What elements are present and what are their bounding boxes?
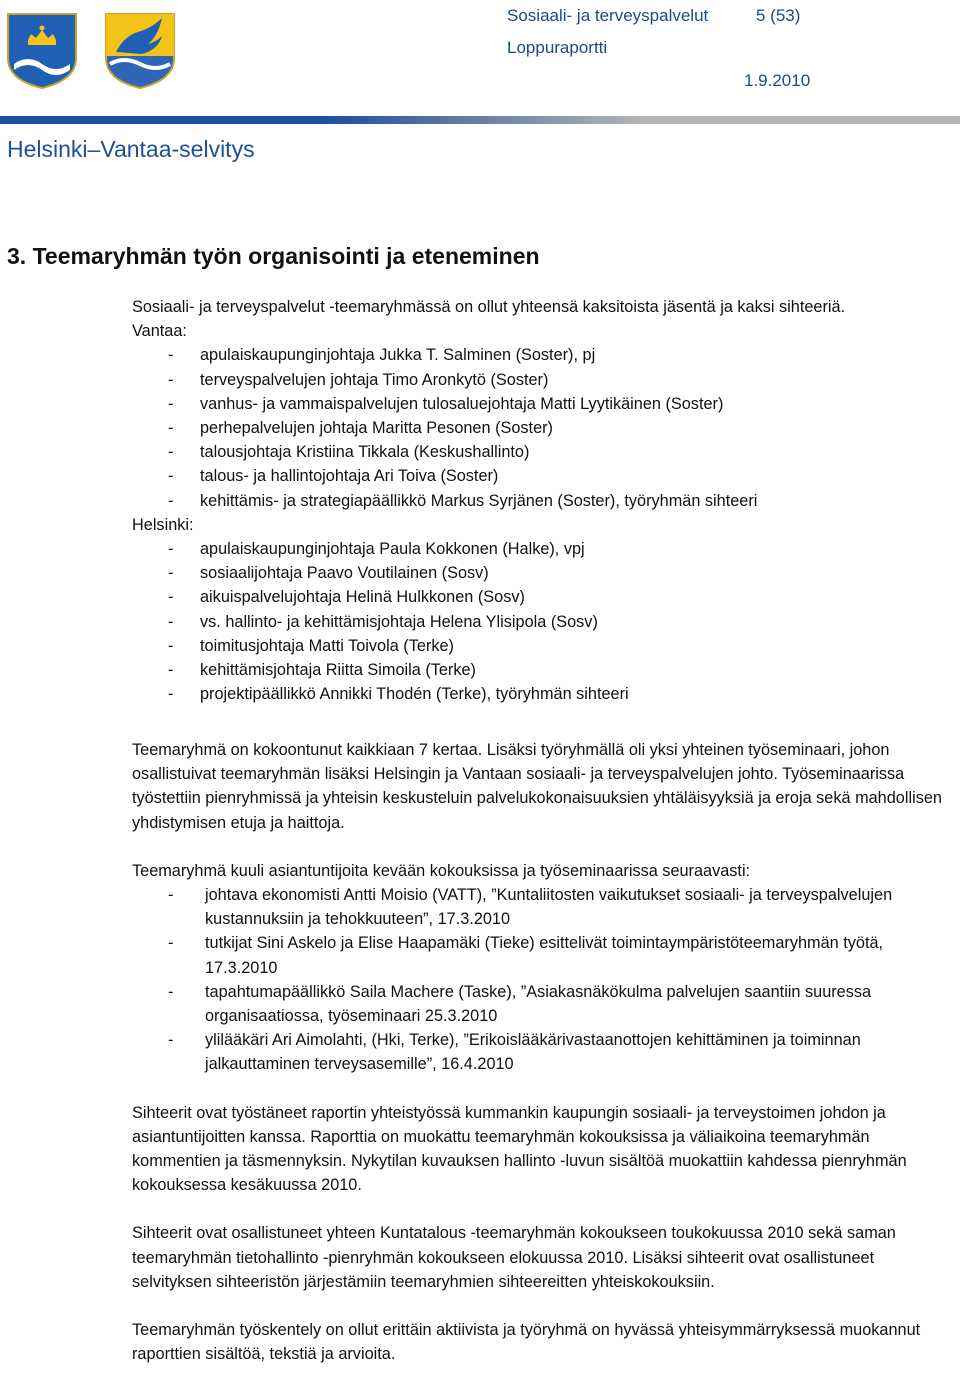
header-document-type: Loppuraportti	[507, 38, 608, 57]
list-item: - perhepalvelujen johtaja Maritta Pesonen (Soster)	[168, 419, 553, 438]
list-item: - sosiaalijohtaja Paavo Voutilainen (Sosv)	[168, 564, 489, 583]
participation-paragraph: Sihteerit ovat osallistuneet yhteen Kuntatalous -teemaryhmän kokoukseen toukokuussa 2010 sekä saman teemaryhmän tietohallinto -pienryhmän kokoukseen elokuussa 2010. Lisäksi sihteerit ovat osallistuneet selvityksen sihteeristön järjestämiin teemaryhmien sihteereitten yhteiskokouksiin.	[132, 1224, 896, 1291]
section-heading: 3. Teemaryhmän työn organisointi ja eteneminen	[7, 243, 540, 269]
activity-paragraph: Teemaryhmän työskentely on ollut erittäin aktiivista ja työryhmä on hyvässä yhteisymmärryksessä muokannut raporttien sisältöä, tekstiä ja arvioita.	[132, 1321, 921, 1364]
vantaa-member-list	[132, 343, 957, 512]
document-title: Helsinki–Vantaa-selvitys	[7, 136, 255, 162]
intro-paragraph: Sosiaali- ja terveyspalvelut -teemaryhmässä on ollut yhteensä kaksitoista jäsentä ja kaksi sihteeriä.	[132, 298, 846, 316]
helsinki-member-list	[132, 537, 957, 706]
list-item: - tutkijat Sini Askelo ja Elise Haapamäki (Tieke) esittelivät toimintaympäristöteemaryhmän työtä, 17.3.2010	[168, 934, 884, 977]
list-item: - kehittämis- ja strategiapäällikkö Markus Syrjänen (Soster), työryhmän sihteeri	[168, 491, 758, 510]
list-item: - ylilääkäri Ari Aimolahti, (Hki, Terke), ”Erikoislääkärivastaanottojen kehittäminen ja toiminnan jalkauttaminen terveysasemille”, 16.4.2010	[168, 1031, 861, 1074]
header-page-count: 5 (53)	[756, 6, 801, 25]
header-date: 1.9.2010	[744, 71, 811, 90]
expert-list	[132, 883, 957, 1077]
list-item: - projektipäällikkö Annikki Thodén (Terke), työryhmän sihteeri	[168, 685, 629, 704]
list-item: - talousjohtaja Kristiina Tikkala (Keskushallinto)	[168, 443, 530, 462]
list-item: - toimitusjohtaja Matti Toivola (Terke)	[168, 636, 454, 655]
secretaries-paragraph: Sihteerit ovat työstäneet raportin yhteistyössä kummankin kaupungin sosiaali- ja terveystoimen johdon ja asiantuntijoitten kanssa. Raporttia on muokattu teemaryhmän kokouksissa ja väliaikoina teemaryhmän kommentien ja täsmennyksin. Nykytilan kuvauksen hallinto -luvun sisältöä muokattiin kahdessa pienryhmän kokouksessa kesäkuussa 2010.	[132, 1103, 907, 1195]
list-item: - apulaiskaupunginjohtaja Jukka T. Salminen (Soster), pj	[168, 346, 596, 365]
list-item: - vs. hallinto- ja kehittämisjohtaja Helena Ylisipola (Sosv)	[168, 612, 598, 631]
vantaa-label: Vantaa:	[132, 322, 187, 341]
list-item: - kehittämisjohtaja Riitta Simoila (Terke)	[168, 661, 476, 680]
header-rule-gray	[640, 116, 960, 124]
vantaa-crest-icon	[104, 6, 176, 90]
meetings-paragraph: Teemaryhmä on kokoontunut kaikkiaan 7 kertaa. Lisäksi työryhmällä oli yksi yhteinen työseminaari, johon osallistuivat teemaryhmän lisäksi Helsingin ja Vantaan sosiaali- ja terveyspalvelujen johto. Työseminaarissa työstettiin pienryhmissä ja yhteisin keskusteluin palvelukokonaisuuksien yhtäläisyyksiä ja eroja sekä mahdollisen yhdistymisen etuja ja haittoja.	[132, 741, 942, 832]
list-item: - tapahtumapäällikkö Saila Machere (Taske), ”Asiakasnäkökulma palvelujen saantiin suuressa organisaatiossa, työseminaari 25.3.2010	[168, 982, 872, 1026]
list-item: - apulaiskaupunginjohtaja Paula Kokkonen (Halke), vpj	[168, 540, 585, 559]
list-item: - aikuispalvelujohtaja Helinä Hulkkonen (Sosv)	[168, 588, 525, 607]
header-department: Sosiaali- ja terveyspalvelut	[507, 6, 709, 25]
experts-intro: Teemaryhmä kuuli asiantuntijoita kevään kokouksissa ja työseminaarissa seuraavasti:	[132, 861, 751, 880]
body-block	[132, 738, 957, 1366]
list-item: - talous- ja hallintojohtaja Ari Toiva (Soster)	[168, 467, 499, 486]
helsinki-label: Helsinki:	[132, 515, 194, 534]
members-block	[132, 295, 957, 706]
list-item: - johtava ekonomisti Antti Moisio (VATT), ”Kuntaliitosten vaikutukset sosiaali- ja terveyspalvelujen kustannuksiin ja tehokkuuteen”, 17.3.2010	[168, 886, 893, 929]
helsinki-crest-icon	[6, 6, 78, 90]
header-rule-gradient	[324, 116, 640, 124]
list-item: - terveyspalvelujen johtaja Timo Aronkytö (Soster)	[168, 370, 549, 389]
list-item: - vanhus- ja vammaispalvelujen tulosaluejohtaja Matti Lyytikäinen (Soster)	[168, 394, 724, 413]
header-rule-blue	[0, 116, 324, 124]
